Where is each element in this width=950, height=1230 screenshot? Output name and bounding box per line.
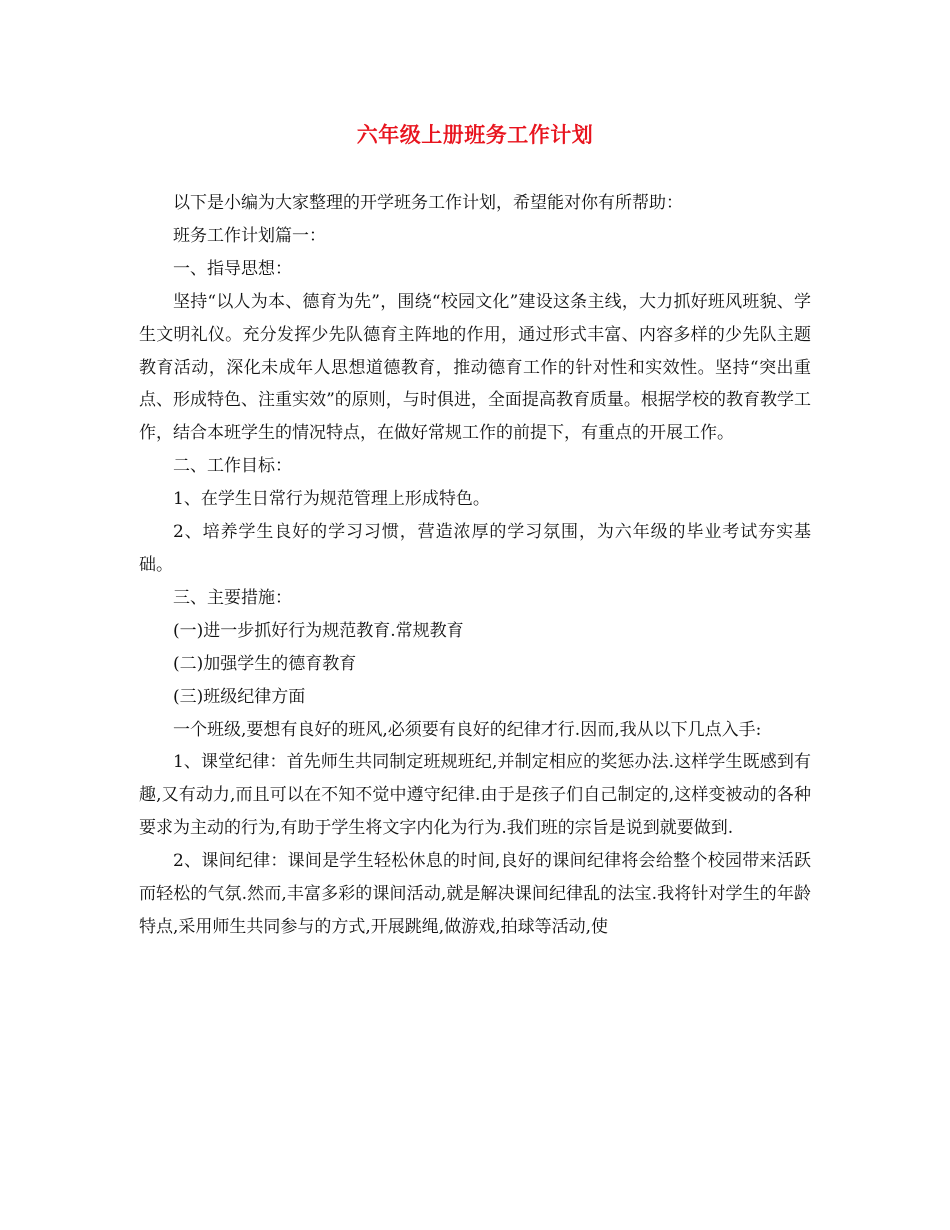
goal-item-1: 1、在学生日常行为规范管理上形成特色。 [173, 489, 490, 510]
section-heading-work-goals: 二、工作目标： [173, 456, 292, 477]
classroom-discipline-paragraph: 1、课堂纪律：首先师生共同制定班规班纪,并制定相应的奖惩办法.这样学生既感到有趣,又有动力,而且可以在不知不觉中遵守纪律.由于是孩子们自己制定的,这样变被动的各种要求为主动的行为,有助于学生将文字内化为行为.我们班的宗旨是说到就要做到. [139, 752, 811, 839]
measure-item-3: (三)班级纪律方面 [173, 686, 306, 707]
section-heading-guiding-ideas: 一、指导思想： [173, 258, 292, 279]
document-title: 六年级上册班务工作计划 [356, 122, 594, 147]
document-body [139, 187, 811, 944]
measure-item-2: (二)加强学生的德育教育 [173, 653, 357, 674]
measure-item-1: (一)进一步抓好行为规范教育.常规教育 [173, 620, 464, 641]
discipline-intro-paragraph: 一个班级,要想有良好的班风,必须要有良好的纪律才行.因而,我从以下几点入手: [173, 719, 762, 740]
plan-part-heading: 班务工作计划篇一： [173, 225, 326, 246]
intro-paragraph: 以下是小编为大家整理的开学班务工作计划，希望能对你有所帮助： [173, 193, 683, 213]
section-heading-main-measures: 三、主要措施： [173, 587, 292, 608]
guiding-ideas-paragraph: 坚持“以人为本、德育为先”，围绕“校园文化”建设这条主线，大力抓好班风班貌、学生文明礼仪。充分发挥少先队德育主阵地的作用，通过形式丰富、内容多样的少先队主题教育活动，深化未成年人思想道德教育，推动德育工作的针对性和实效性。坚持“突出重点、形成特色、注重实效”的原则，与时俱进，全面提高教育质量。根据学校的教育教学工作，结合本班学生的情况特点，在做好常规工作的前提下，有重点的开展工作。 [139, 291, 811, 444]
goal-item-2: 2、培养学生良好的学习习惯，营造浓厚的学习氛围，为六年级的毕业考试夯实基础。 [139, 522, 811, 575]
break-discipline-paragraph: 2、课间纪律：课间是学生轻松休息的时间,良好的课间纪律将会给整个校园带来活跃而轻松的气氛.然而,丰富多彩的课间活动,就是解决课间纪律乱的法宝.我将针对学生的年龄特点,采用师生共同参与的方式,开展跳绳,做游戏,拍球等活动,使 [139, 851, 811, 937]
